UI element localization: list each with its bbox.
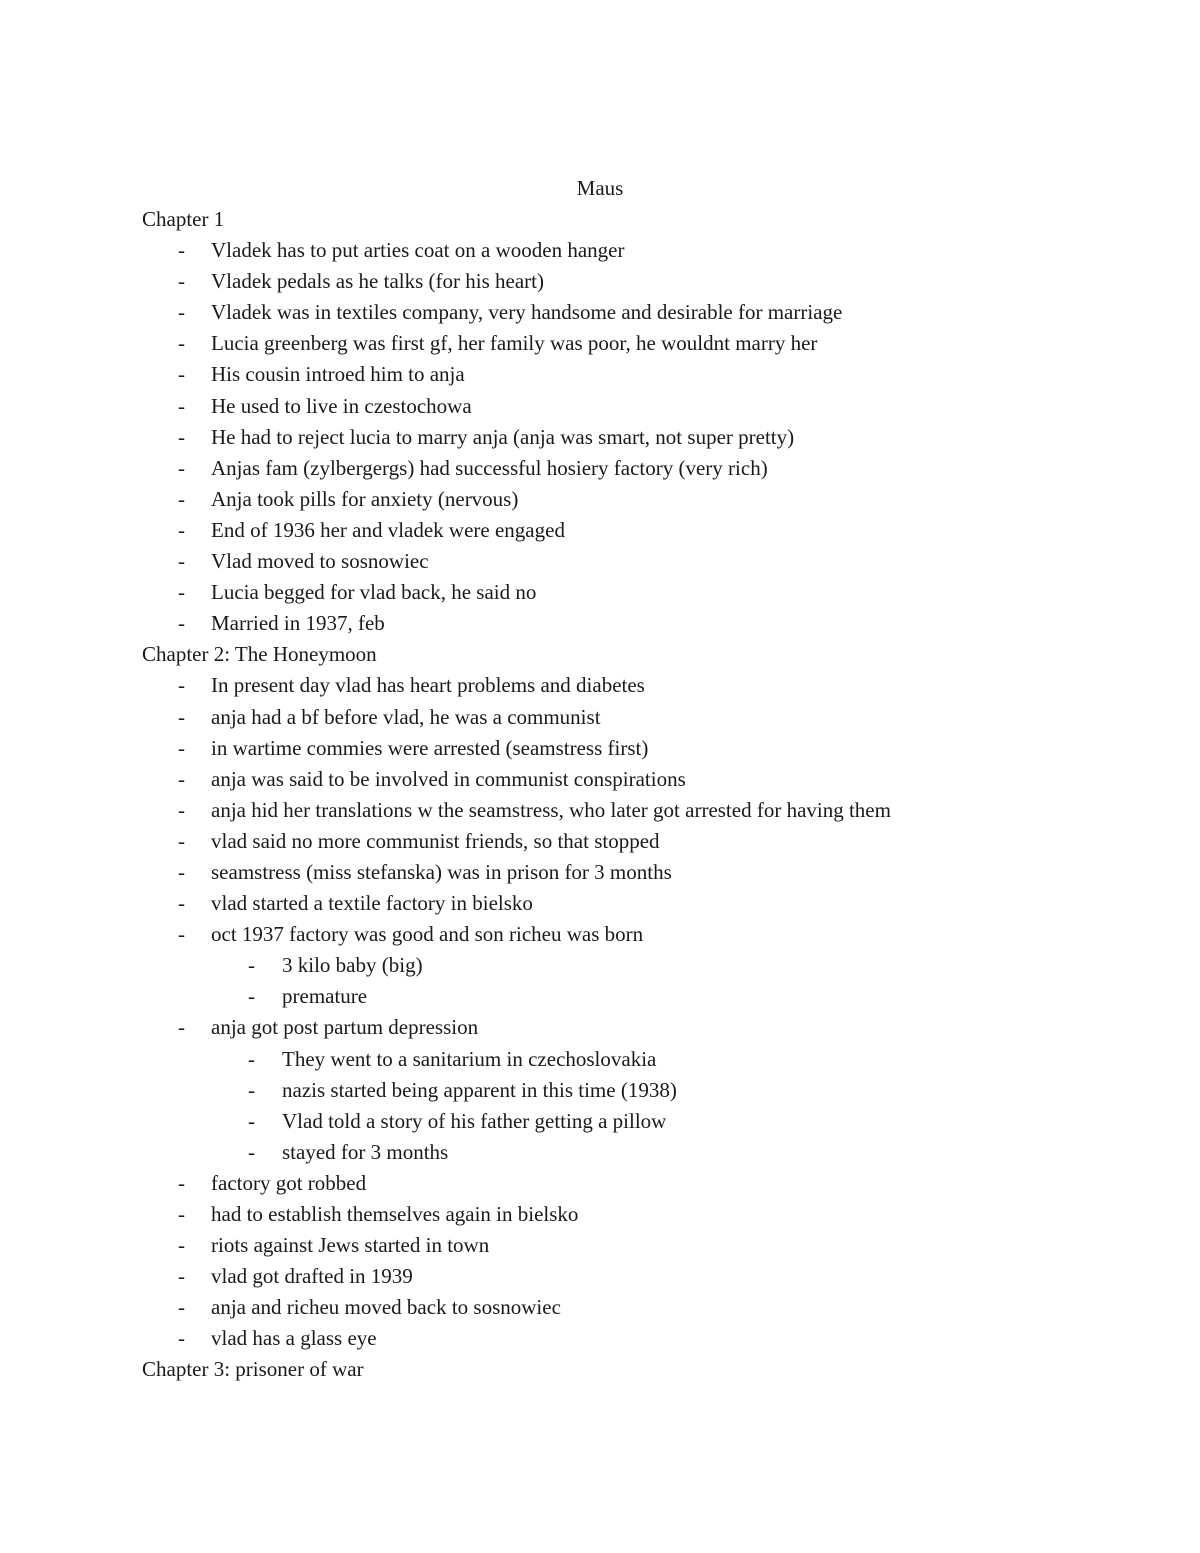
list-item (142, 1012, 1142, 1043)
list-item-text: vlad has a glass eye (211, 1326, 377, 1351)
list-item (142, 670, 1142, 701)
list-item (142, 608, 1142, 639)
list-item (142, 453, 1142, 484)
list-item-text: vlad said no more communist friends, so that stopped (211, 828, 660, 853)
list-item (142, 1261, 1142, 1292)
bullet-dash: - (178, 922, 185, 947)
list-item-text: He had to reject lucia to marry anja (anja was smart, not super pretty) (211, 424, 795, 449)
list-item-text: in wartime commies were arrested (seamstress first) (211, 735, 649, 760)
list-item-text: Vladek was in textiles company, very handsome and desirable for marriage (211, 300, 843, 325)
list-item-text: oct 1937 factory was good and son richeu was born (211, 922, 644, 947)
bullet-dash: - (178, 1202, 185, 1226)
list-item-text: Lucia greenberg was first gf, her family was poor, he wouldnt marry her (211, 331, 818, 356)
bullet-dash: - (178, 828, 185, 853)
list-item-text: Vladek pedals as he talks (for his heart) (211, 269, 544, 294)
list-item-text: Married in 1937, feb (211, 611, 385, 636)
list-item (142, 733, 1142, 764)
document-title: Maus (576, 176, 624, 200)
bullet-dash: - (178, 580, 185, 605)
bullet-dash: - (178, 393, 185, 418)
list-item-text: Anjas fam (zylbergergs) had successful hosiery factory (very rich) (211, 455, 768, 480)
bullet-dash: - (178, 1233, 185, 1258)
list-item (142, 702, 1142, 733)
bullet-dash: - (178, 766, 185, 791)
list-item-text: seamstress (miss stefanska) was in prison for 3 months (211, 859, 672, 884)
list-item (142, 795, 1142, 826)
list-item-text: riots against Jews started in town (211, 1233, 490, 1258)
sub-list-item-text: nazis started being apparent in this time (1938) (282, 1077, 677, 1102)
list-item (142, 1323, 1142, 1354)
list-item (142, 888, 1142, 919)
list-item (142, 359, 1142, 390)
bullet-dash: - (248, 984, 255, 1009)
bullet-dash: - (248, 1046, 255, 1071)
chapter-heading: Chapter 2: The Honeymoon (142, 642, 377, 667)
bullet-dash: - (178, 238, 185, 263)
chapter-heading: Chapter 3: prisoner of war (142, 1357, 364, 1382)
bullet-dash: - (178, 673, 185, 698)
list-item-text: factory got robbed (211, 1170, 367, 1195)
bullet-dash: - (178, 517, 185, 542)
list-item-text: His cousin introed him to anja (211, 362, 465, 387)
list-item (142, 764, 1142, 795)
list-item-text: Lucia begged for vlad back, he said no (211, 580, 537, 605)
list-item-text: End of 1936 her and vladek were engaged (211, 517, 565, 542)
list-item (142, 546, 1142, 577)
bullet-dash: - (248, 1108, 255, 1133)
list-item-text: had to establish themselves again in bielsko (211, 1202, 579, 1226)
sub-list-item-text: 3 kilo baby (big) (282, 953, 423, 978)
list-item-text: He used to live in czestochowa (211, 393, 472, 418)
list-item (142, 515, 1142, 546)
list-item (142, 1199, 1142, 1230)
sub-list-item (142, 1106, 1142, 1137)
sub-list-item (142, 1075, 1142, 1106)
document-body (142, 204, 1142, 1386)
list-item (142, 297, 1142, 328)
list-item (142, 919, 1142, 950)
bullet-dash: - (178, 424, 185, 449)
sub-list-item-text: stayed for 3 months (282, 1139, 449, 1164)
list-item (142, 577, 1142, 608)
list-item-text: vlad got drafted in 1939 (211, 1264, 413, 1289)
list-item (142, 328, 1142, 359)
list-item (142, 266, 1142, 297)
bullet-dash: - (178, 331, 185, 356)
sub-list-item-text: They went to a sanitarium in czechoslovakia (282, 1046, 657, 1071)
list-item (142, 1230, 1142, 1261)
list-item-text: In present day vlad has heart problems and diabetes (211, 673, 645, 698)
bullet-dash: - (178, 1170, 185, 1195)
list-item-text: anja hid her translations w the seamstress, who later got arrested for having them (211, 797, 891, 822)
chapter-heading: Chapter 1 (142, 207, 225, 231)
list-item-text: vlad started a textile factory in bielsko (211, 891, 533, 916)
list-item-text: anja and richeu moved back to sosnowiec (211, 1295, 561, 1320)
sub-list-item-text: premature (282, 984, 368, 1009)
sub-list-item-text: Vlad told a story of his father getting a pillow (282, 1108, 667, 1133)
list-item (142, 826, 1142, 857)
bullet-dash: - (178, 269, 185, 294)
sub-list-item (142, 950, 1142, 981)
list-item (142, 235, 1142, 266)
list-item-text: anja had a bf before vlad, he was a communist (211, 704, 601, 729)
sub-list-item (142, 1044, 1142, 1075)
bullet-dash: - (248, 1077, 255, 1102)
list-item-text: Vladek has to put arties coat on a wooden hanger (211, 238, 625, 263)
bullet-dash: - (178, 455, 185, 480)
bullet-dash: - (178, 859, 185, 884)
bullet-dash: - (178, 300, 185, 325)
list-item (142, 1292, 1142, 1323)
bullet-dash: - (178, 362, 185, 387)
list-item (142, 422, 1142, 453)
list-item (142, 484, 1142, 515)
list-item (142, 1168, 1142, 1199)
list-item-text: Anja took pills for anxiety (nervous) (211, 486, 519, 511)
bullet-dash: - (178, 1326, 185, 1351)
bullet-dash: - (178, 1264, 185, 1289)
bullet-dash: - (178, 611, 185, 636)
bullet-dash: - (178, 549, 185, 574)
bullet-dash: - (248, 1139, 255, 1164)
list-item (142, 391, 1142, 422)
bullet-dash: - (178, 486, 185, 511)
bullet-dash: - (178, 797, 185, 822)
list-item-text: anja was said to be involved in communist conspirations (211, 766, 686, 791)
bullet-dash: - (178, 891, 185, 916)
list-item-text: Vlad moved to sosnowiec (211, 549, 429, 574)
sub-list-item (142, 1137, 1142, 1168)
list-item-text: anja got post partum depression (211, 1015, 479, 1040)
sub-list-item (142, 981, 1142, 1012)
list-item (142, 857, 1142, 888)
bullet-dash: - (248, 953, 255, 978)
bullet-dash: - (178, 704, 185, 729)
bullet-dash: - (178, 735, 185, 760)
bullet-dash: - (178, 1015, 185, 1040)
bullet-dash: - (178, 1295, 185, 1320)
